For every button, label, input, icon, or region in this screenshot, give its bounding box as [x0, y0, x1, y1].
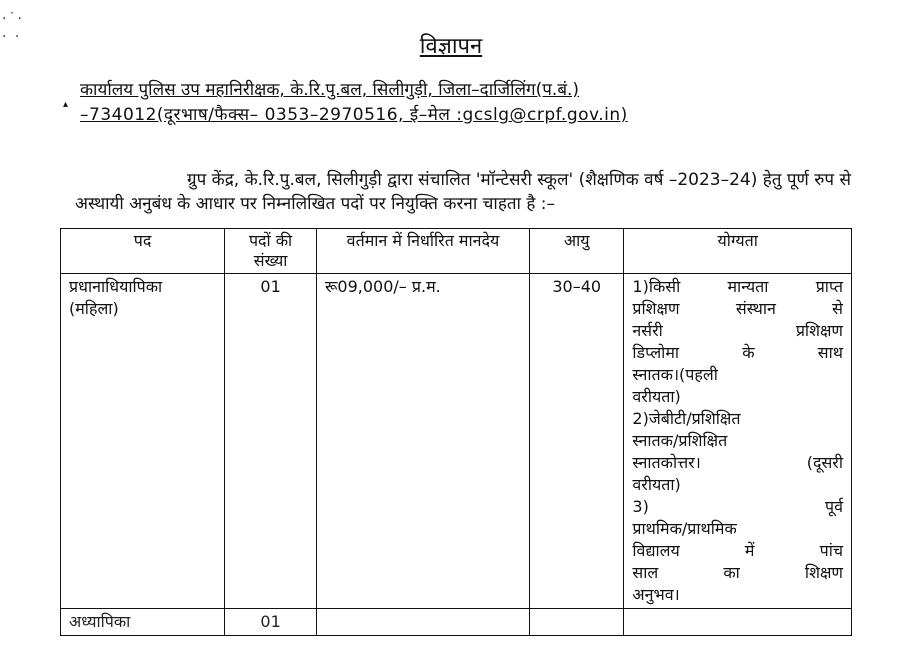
cell-qualification: [624, 274, 852, 609]
qual-line: प्रशिक्षण संस्थान से: [632, 299, 843, 318]
header-count: पदों की संख्या: [225, 229, 317, 274]
cell-post: अध्यापिका: [61, 609, 225, 636]
scan-mark: ▴: [63, 99, 69, 110]
office-line-1: कार्यालय पुलिस उप महानिरीक्षक, के.रि.पु.बल, सिलीगुड़ी, जिला–दार्जिलिंग(प.बं.): [80, 80, 580, 100]
scan-specks: ·˙· · ·: [2, 11, 24, 45]
qual-line: विद्यालय में पांच: [632, 541, 843, 560]
table-row: [61, 609, 852, 636]
qual-line: वरीयता): [632, 387, 681, 406]
qual-line: 3) पूर्व: [632, 497, 843, 516]
qual-line: प्राथमिक/प्राथमिक: [632, 519, 737, 538]
qual-line: अनुभव।: [632, 585, 680, 604]
table-header-row: [61, 229, 852, 274]
qual-line: वरीयता): [632, 475, 681, 494]
cell-age: [529, 609, 623, 636]
header-qualification: योग्यता: [624, 229, 852, 274]
qual-line: स्नातकोत्तर। (दूसरी: [632, 453, 843, 472]
table-row: [61, 274, 852, 609]
qual-line: स्नातक/प्रशिक्षित: [632, 431, 728, 450]
header-age: आयु: [529, 229, 623, 274]
intro-paragraph: [75, 168, 851, 216]
qual-line: स्नातक।(पहली: [632, 365, 718, 384]
cell-age: 30–40: [529, 274, 623, 609]
cell-count: 01: [225, 274, 317, 609]
intro-text: ग्रुप केंद्र, के.रि.पु.बल, सिलीगुड़ी द्वारा संचालित 'मॉन्टेसरी स्कूल' (शैक्षणिक वर्ष –2023–24) हेतु पूर्ण रुप से अस्थायी अनुबंध के आधार पर निम्नलिखित पदों पर नियुक्ति करना चाहता है :–: [75, 170, 851, 214]
cell-count: 01: [225, 609, 317, 636]
office-line-2: –734012(दूरभाष/फैक्स– 0353–2970516, ई–मेल :gcslg@crpf.gov.in): [80, 105, 628, 125]
cell-honorarium: [316, 609, 529, 636]
header-honorarium: वर्तमान में निर्धारित मानदेय: [316, 229, 529, 274]
qual-line: 2)जेबीटी/प्रशिक्षित: [632, 409, 741, 428]
cell-post: प्रधानाधियापिका (महिला): [61, 274, 225, 609]
page-title: विज्ञापन: [419, 34, 483, 59]
qual-line: डिप्लोमा के साथ: [632, 343, 843, 362]
office-address: [80, 78, 880, 128]
qual-line: साल का शिक्षण: [632, 563, 843, 582]
header-post: पद: [61, 229, 225, 274]
vacancy-table: [60, 228, 852, 636]
cell-honorarium: रू09,000/– प्र.म.: [316, 274, 529, 609]
qual-line: 1)किसी मान्यता प्राप्त: [632, 277, 843, 296]
qual-line: नर्सरी प्रशिक्षण: [632, 321, 843, 340]
cell-qualification: [624, 609, 852, 636]
